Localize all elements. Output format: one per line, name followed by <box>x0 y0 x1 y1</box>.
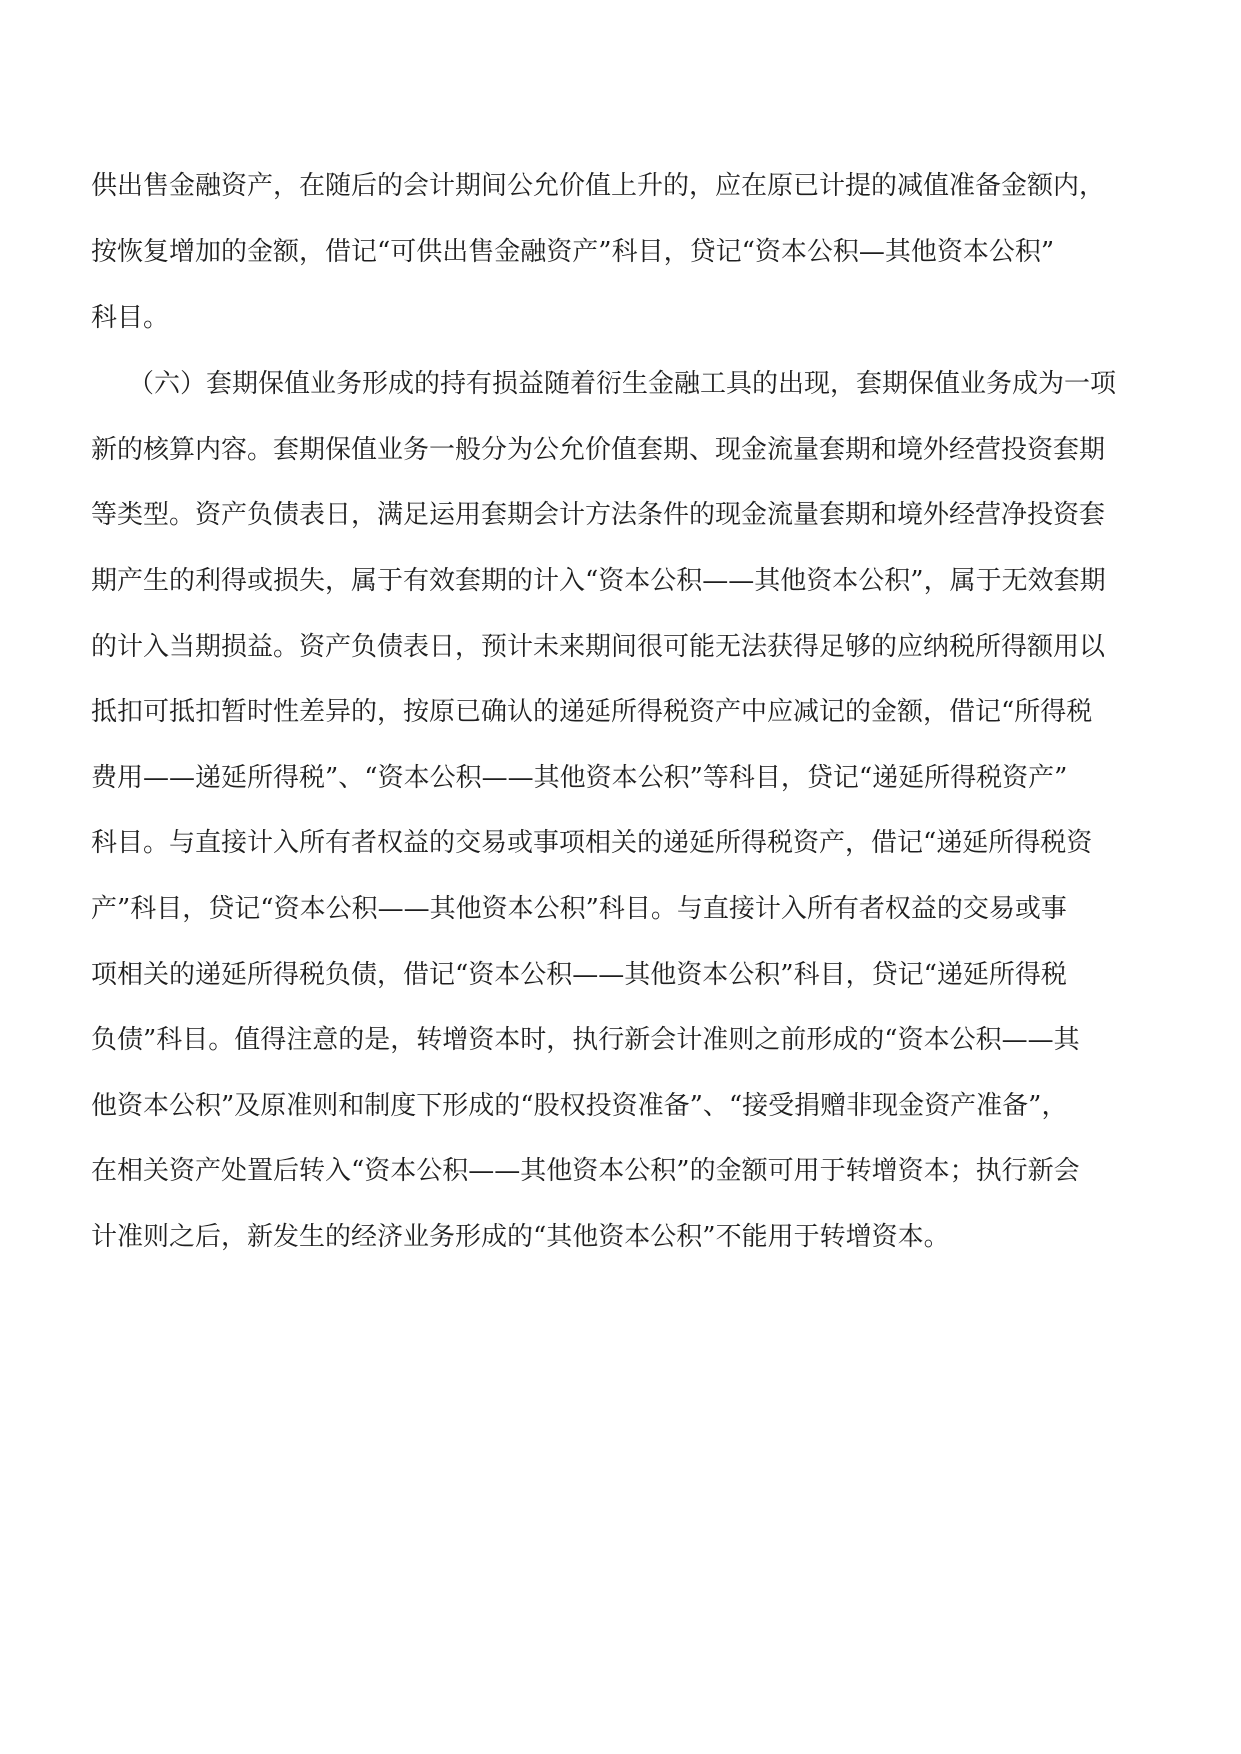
paragraph-2-line-12: 他资本公积”及原准则和制度下形成的“股权投资准备”、“接受捐赠非现金资产准备”， <box>91 1091 1068 1121</box>
paragraph-2-line-3: 等类型。资产负债表日，满足运用套期会计方法条件的现金流量套期和境外经营净投资套 <box>91 500 1106 530</box>
paragraph-1-line-3: 科目。 <box>91 303 170 333</box>
paragraph-2-line-10: 项相关的递延所得税负债，借记“资本公积——其他资本公积”科目，贷记“递延所得税 <box>91 960 1067 990</box>
paragraph-2-line-7: 费用——递延所得税”、“资本公积——其他资本公积”等科目，贷记“递延所得税资产” <box>91 763 1068 793</box>
paragraph-2-line-8: 科目。与直接计入所有者权益的交易或事项相关的递延所得税资产，借记“递延所得税资 <box>91 828 1093 858</box>
paragraph-1-line-1: 供出售金融资产，在随后的会计期间公允价值上升的，应在原已计提的减值准备金额内， <box>91 171 1106 201</box>
paragraph-2-line-1: （六）套期保值业务形成的持有损益随着衍生金融工具的出现，套期保值业务成为一项 <box>128 369 1117 399</box>
paragraph-2-line-5: 的计入当期损益。资产负债表日，预计未来期间很可能无法获得足够的应纳税所得额用以 <box>91 632 1106 662</box>
paragraph-2-line-4: 期产生的利得或损失，属于有效套期的计入“资本公积——其他资本公积”，属于无效套期 <box>91 566 1106 596</box>
paragraph-2-line-2: 新的核算内容。套期保值业务一般分为公允价值套期、现金流量套期和境外经营投资套期 <box>91 435 1106 465</box>
paragraph-2-line-6: 抵扣可抵扣暂时性差异的，按原已确认的递延所得税资产中应减记的金额，借记“所得税 <box>91 697 1093 727</box>
paragraph-2-line-13: 在相关资产处置后转入“资本公积——其他资本公积”的金额可用于转增资本；执行新会 <box>91 1156 1080 1186</box>
paragraph-2-line-9: 产”科目，贷记“资本公积——其他资本公积”科目。与直接计入所有者权益的交易或事 <box>91 894 1067 924</box>
paragraph-2-line-11: 负债”科目。值得注意的是，转增资本时，执行新会计准则之前形成的“资本公积——其 <box>91 1025 1080 1055</box>
paragraph-1-line-2: 按恢复增加的金额，借记“可供出售金融资产”科目，贷记“资本公积—其他资本公积” <box>91 237 1055 267</box>
paragraph-2-line-14: 计准则之后，新发生的经济业务形成的“其他资本公积”不能用于转增资本。 <box>91 1222 950 1252</box>
